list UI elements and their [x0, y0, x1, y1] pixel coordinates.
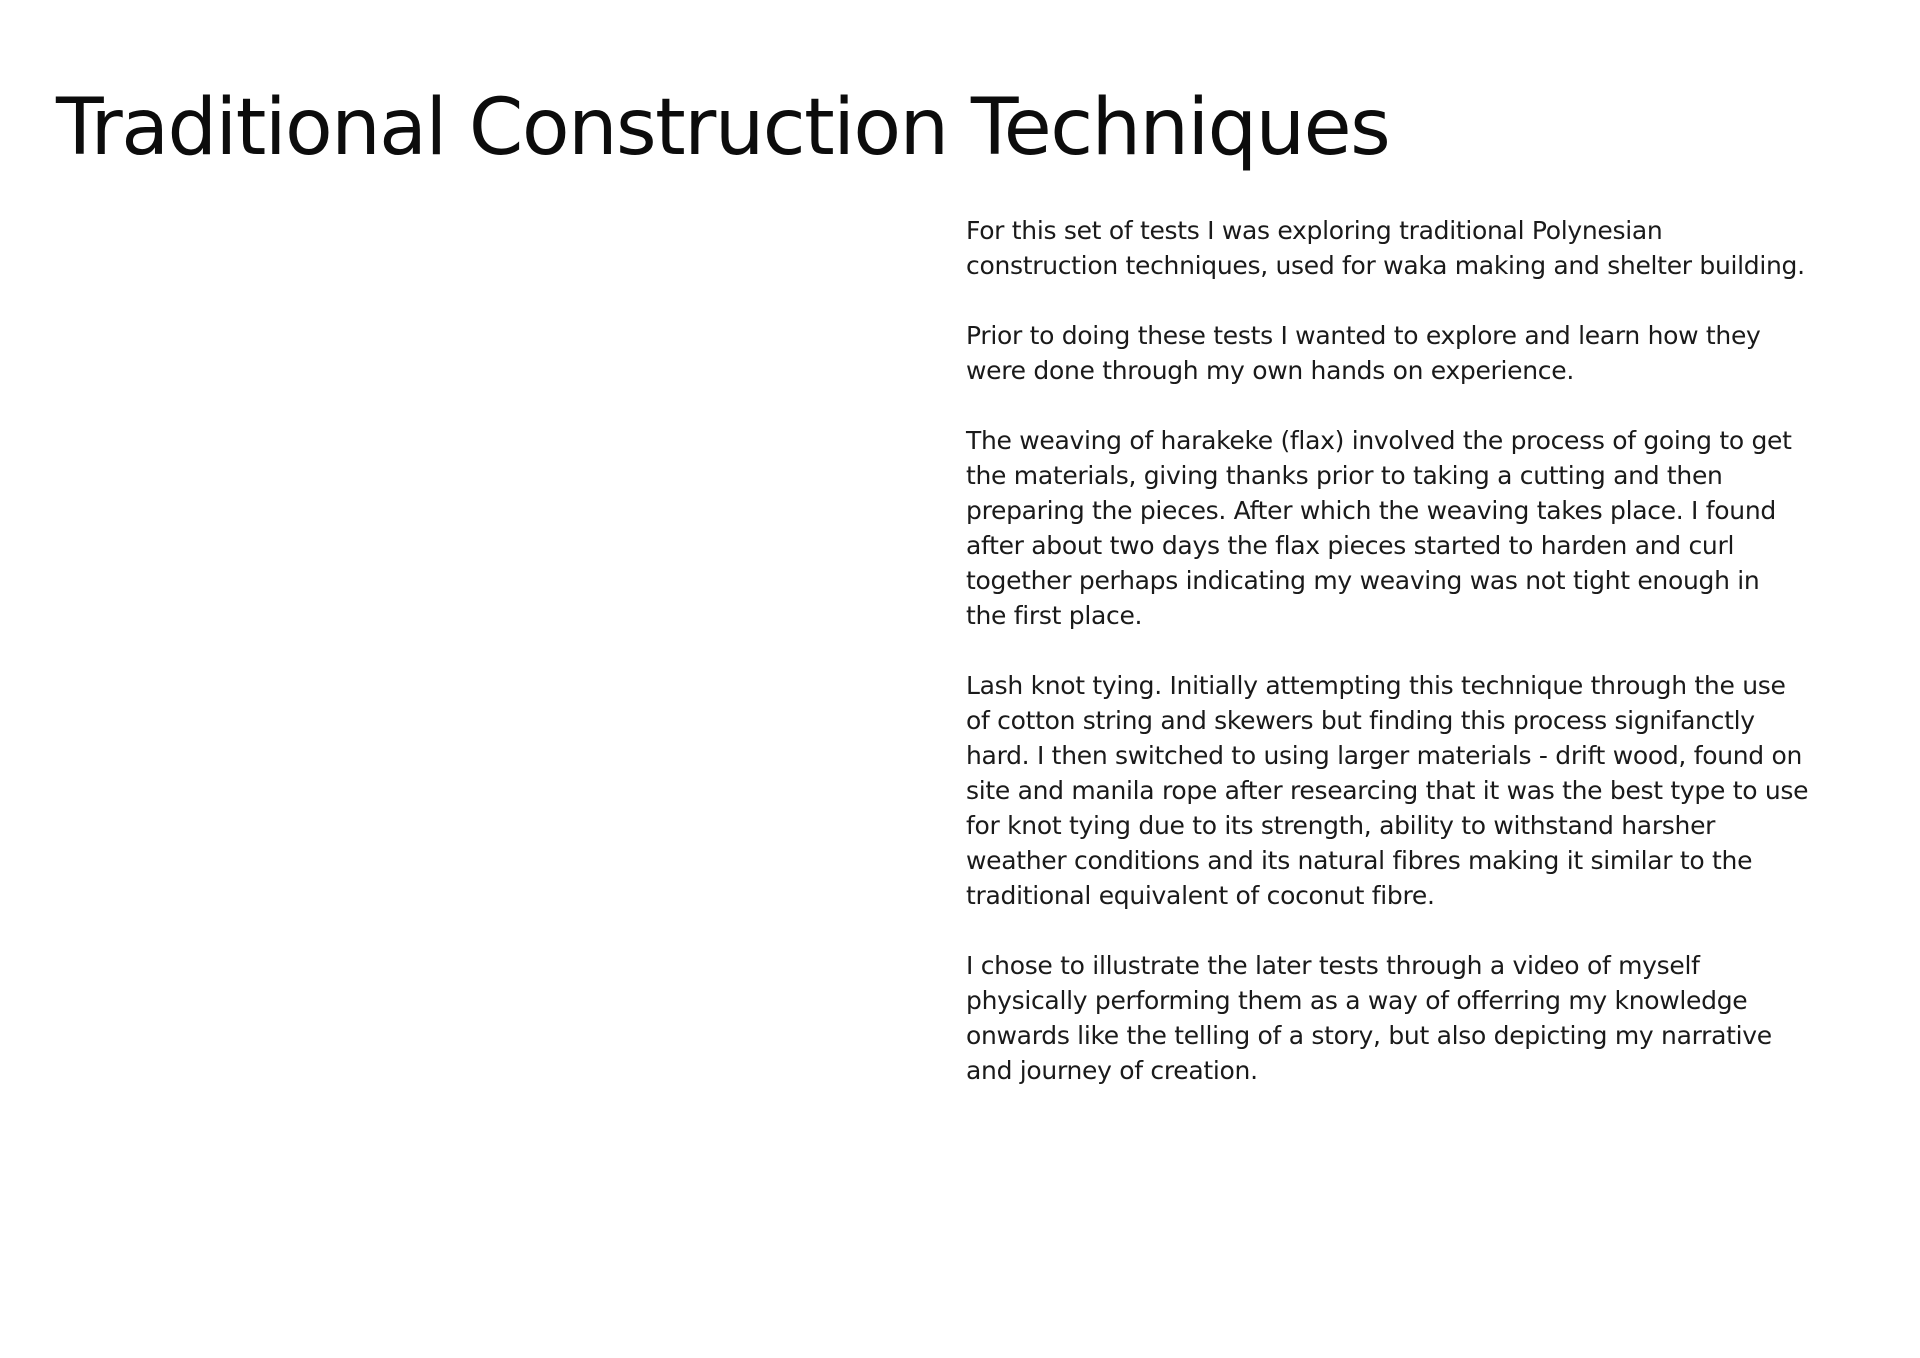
text-line: physically performing them as a way of offerring my knowledge — [966, 986, 1748, 1015]
page-title: Traditional Construction Techniques — [56, 83, 1390, 173]
paragraph-flax-weaving — [966, 423, 1906, 633]
text-line: traditional equivalent of coconut fibre. — [966, 881, 1435, 910]
text-line: the first place. — [966, 601, 1143, 630]
text-line: Lash knot tying. Initially attempting this technique through the use — [966, 671, 1786, 700]
text-line: For this set of tests I was exploring traditional Polynesian — [966, 216, 1663, 245]
paragraph-video-illustration — [966, 948, 1906, 1088]
text-line: site and manila rope after researcing that it was the best type to use — [966, 776, 1809, 805]
text-line: after about two days the flax pieces started to harden and curl — [966, 531, 1735, 560]
text-line: and journey of creation. — [966, 1056, 1258, 1085]
text-line: I chose to illustrate the later tests through a video of myself — [966, 951, 1700, 980]
text-line: preparing the pieces. After which the weaving takes place. I found — [966, 496, 1776, 525]
paragraph-lash-knot — [966, 668, 1906, 913]
text-line: Prior to doing these tests I wanted to explore and learn how they — [966, 321, 1761, 350]
text-line: weather conditions and its natural fibres making it similar to the — [966, 846, 1753, 875]
text-line: together perhaps indicating my weaving was not tight enough in — [966, 566, 1760, 595]
text-line: onwards like the telling of a story, but also depicting my narrative — [966, 1021, 1772, 1050]
paragraph-prior-experience — [966, 318, 1906, 388]
text-line: of cotton string and skewers but finding this process signifanctly — [966, 706, 1755, 735]
text-line: hard. I then switched to using larger materials - drift wood, found on — [966, 741, 1803, 770]
body-text — [966, 213, 1906, 1123]
text-line: The weaving of harakeke (flax) involved the process of going to get — [966, 426, 1792, 455]
text-line: construction techniques, used for waka making and shelter building. — [966, 251, 1805, 280]
paragraph-tests-intro — [966, 213, 1906, 283]
text-line: the materials, giving thanks prior to taking a cutting and then — [966, 461, 1723, 490]
text-line: were done through my own hands on experience. — [966, 356, 1574, 385]
text-line: for knot tying due to its strength, ability to withstand harsher — [966, 811, 1716, 840]
